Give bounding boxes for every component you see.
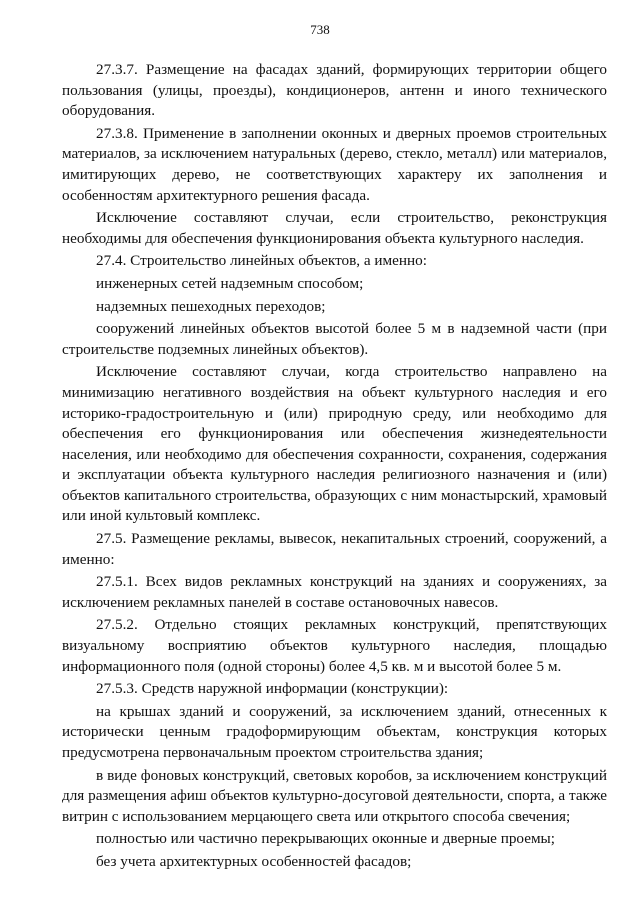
paragraph-27-5: 27.5. Размещение рекламы, вывесок, некапитальных строений, сооружений, а именно: (62, 530, 607, 568)
list-item-architectural-features: без учета архитектурных особенностей фасадов; (96, 852, 412, 870)
paragraph-27-3-7: 27.3.7. Размещение на фасадах зданий, формирующих территории общего пользования (улицы, проезды), кондиционеров, антенн и иного технического оборудования. (62, 61, 607, 120)
paragraph-27-3-8: 27.3.8. Применение в заполнении оконных и дверных проемов строительных материалов, за исключением натуральных (дерево, стекло, металл) или материалов, имитирующих дерево, не соответствующих характеру их заполнения и особенностям архитектурного решения фасада. (62, 124, 607, 204)
page-number: 738 (310, 22, 330, 37)
list-item-background-constructions: в виде фоновых конструкций, световых коробов, за исключением конструкций для размещения афиш объектов культурно-досуговой деятельности, спорта, а также витрин с использованием мерцающего света или открытого способа свечения; (62, 766, 607, 825)
list-item-window-door-openings: полностью или частично перекрывающих оконные и дверные проемы; (96, 830, 555, 848)
paragraph-27-4: 27.4. Строительство линейных объектов, а именно: (96, 252, 427, 270)
paragraph-27-5-3: 27.5.3. Средств наружной информации (конструкции): (96, 680, 449, 698)
paragraph-27-5-1: 27.5.1. Всех видов рекламных конструкций на зданиях и сооружениях, за исключением рекламных панелей в составе остановочных навесов. (62, 573, 607, 611)
paragraph-exception-2: Исключение составляют случаи, когда строительство направлено на минимизацию негативного воздействия на объект культурного наследия и его историко-градостроительную и (или) природную среду, или необходимо для обеспечения его функционирования или обеспечения жизнедеятельности населения, или необходимо для обеспечения сохранности, сохранения, содержания и эксплуатации объекта культурного наследия религиозного назначения и (или) объектов капитального строительства, образующих с ним монастырский, храмовый или иной культовый комплекс. (62, 363, 607, 525)
document-body (62, 60, 607, 873)
paragraph-exception-1: Исключение составляют случаи, если строительство, реконструкция необходимы для обеспечения функционирования объекта культурного наследия. (62, 209, 607, 247)
list-item-roofs: на крышах зданий и сооружений, за исключением зданий, отнесенных к исторически ценным градоформирующим объектам, конструкция которых предусмотрена первоначальным проектом строительства здания; (62, 702, 607, 761)
list-item-linear-structures: сооружений линейных объектов высотой более 5 м в надземной части (при строительстве подземных линейных объектов). (62, 320, 607, 358)
paragraph-27-5-2: 27.5.2. Отдельно стоящих рекламных конструкций, препятствующих визуальному восприятию объектов культурного наследия, площадью информационного поля (одной стороны) более 4,5 кв. м и высотой более 5 м. (62, 616, 607, 675)
list-item-engineering-networks: инженерных сетей надземным способом; (96, 274, 364, 292)
list-item-pedestrian-crossings: надземных пешеходных переходов; (96, 297, 326, 315)
